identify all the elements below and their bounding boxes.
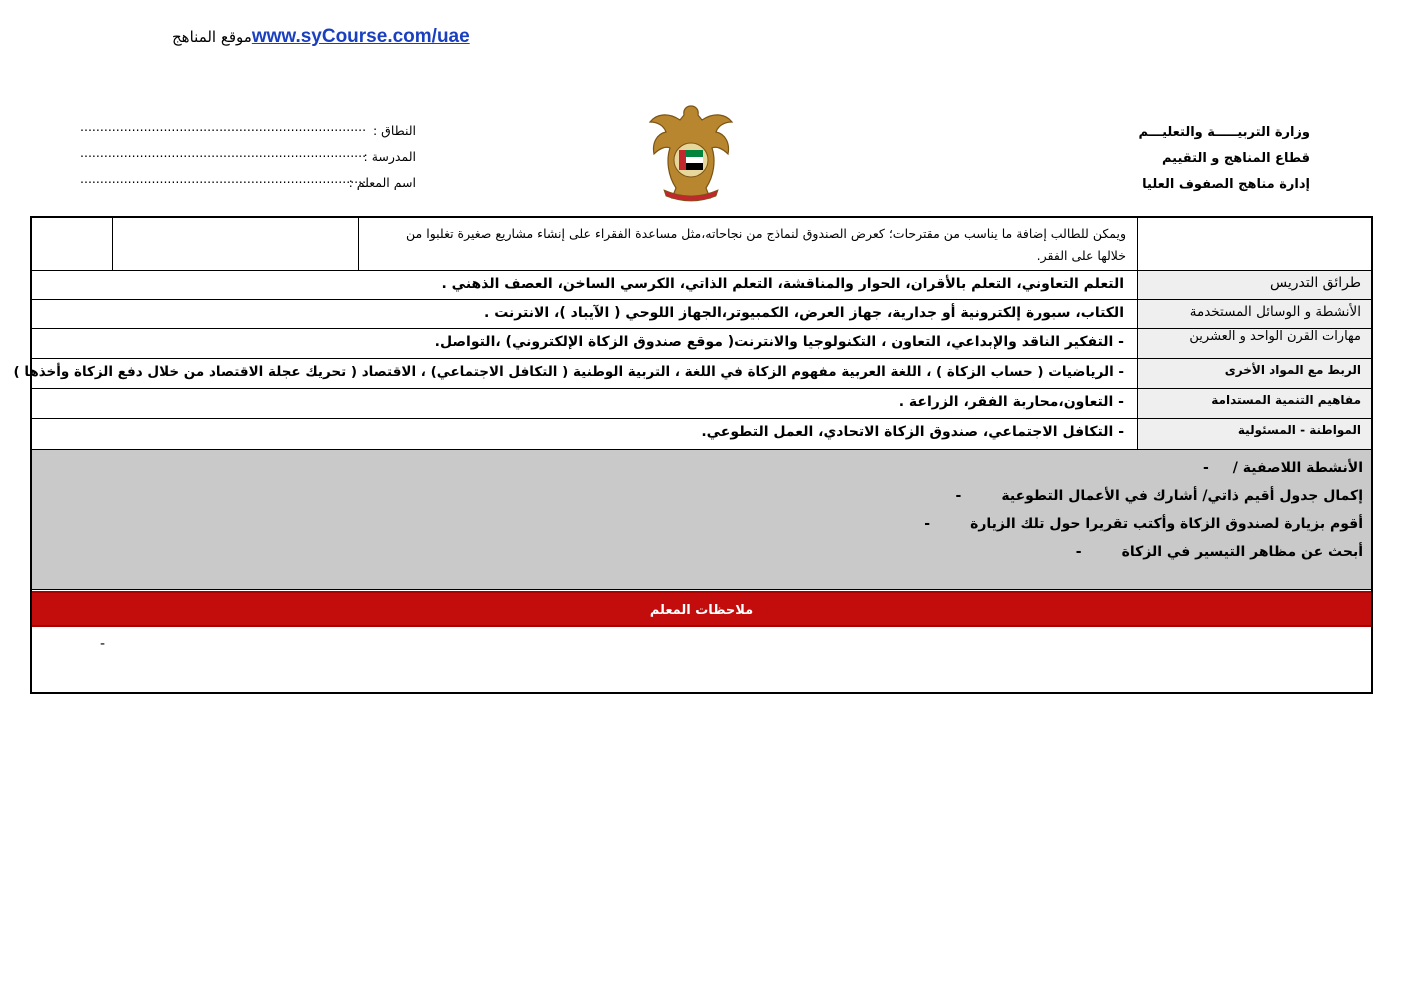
info-fields [80, 118, 420, 196]
table-row [32, 218, 1371, 271]
activities-title: الأنشطة اللاصفية /- [1202, 460, 1363, 476]
extracurricular-activities [32, 450, 1371, 590]
site-link-line [172, 26, 470, 48]
table-row [32, 389, 1371, 419]
ministry-line: وزارة التربيـــــة والتعليـــم [1138, 125, 1310, 140]
field-label: اسم المعلم : [348, 175, 416, 190]
empty-cell [112, 218, 359, 270]
field-teacher [80, 170, 420, 196]
lesson-plan-table [13, 216, 1373, 694]
teacher-notes-header: ملاحظات المعلم [32, 591, 1371, 627]
row-value: - الرياضيات ( حساب الزكاة ) ، اللغة العربية مفهوم الزكاة في اللغة ، التربية الوطنية ( التكافل الاجتماعي) ، الاقتصاد ( تحريك عجلة الاقتصاد من خلال دفع الزكاة وأخذها ) [13, 364, 1124, 380]
table-row [32, 271, 1371, 300]
uae-emblem-icon [646, 98, 736, 208]
row-value: - التعاون،محاربة الفقر، الزراعة . [898, 394, 1124, 410]
ministry-line: إدارة مناهج الصفوف العليا [1142, 177, 1310, 192]
ministry-line: قطاع المناهج و التقييم [1161, 151, 1310, 166]
field-dots: ........................................................................ [80, 171, 367, 186]
row-value: التعلم التعاوني، التعلم بالأقران، الحوار والمناقشة، التعلم الذاتي، الكرسي الساخن، العصف الذهني . [441, 276, 1124, 292]
field-dots: ........................................................................ [80, 119, 367, 134]
activities-title-text: الأنشطة اللاصفية / [1232, 460, 1363, 476]
row-label: الأنشطة و الوسائل المستخدمة [1137, 300, 1371, 328]
row-label: طرائق التدريس [1137, 271, 1371, 299]
row-label: مفاهيم التنمية المستدامة [1137, 389, 1371, 418]
suggestion-line: ويمكن للطالب إضافة ما يناسب من مقترحات؛ كعرض الصندوق لنماذج من نجاحاته،مثل مساعدة الفقراء على إنشاء مشاريع صغيرة تغلبوا من [406, 226, 1126, 241]
ministry-header [1139, 120, 1310, 198]
table-row [13, 359, 1371, 389]
field-dots: ........................................................................ [80, 145, 367, 160]
row-label: مهارات القرن الواحد و العشرين [1137, 329, 1371, 358]
site-label: موقع المناهج [172, 28, 252, 46]
activity-item: أبحث عن مظاهر التيسير في الزكاة- [1075, 544, 1363, 560]
field-label: المدرسة : [363, 149, 416, 164]
activity-item: أقوم بزيارة لصندوق الزكاة وأكتب تقريرا حول تلك الزيارة- [924, 516, 1363, 532]
activity-text: إكمال جدول أقيم ذاتي/ أشارك في الأعمال التطوعية [1001, 488, 1363, 504]
row-label: الربط مع المواد الأخرى [1137, 359, 1371, 388]
table-row [32, 300, 1371, 329]
field-label: النطاق : [373, 123, 416, 138]
row-value: - التكافل الاجتماعي، صندوق الزكاة الاتحادي، العمل التطوعي. [701, 424, 1124, 440]
suggestion-cell [358, 218, 1136, 270]
empty-cell [1137, 218, 1371, 270]
suggestion-line: خلالها على الفقر. [1036, 248, 1126, 263]
row-label: المواطنة - المسئولية [1137, 419, 1371, 449]
activity-item: إكمال جدول أقيم ذاتي/ أشارك في الأعمال التطوعية- [955, 488, 1363, 504]
activity-text: أقوم بزيارة لصندوق الزكاة وأكتب تقريرا حول تلك الزيارة [970, 516, 1363, 532]
notes-dash: - [100, 636, 106, 652]
site-url-link[interactable]: www.syCourse.com/uae [251, 26, 470, 47]
activity-text: أبحث عن مظاهر التيسير في الزكاة [1121, 544, 1363, 560]
row-value: الكتاب، سبورة إلكترونية أو جدارية، جهاز العرض، الكمبيوتر،الجهاز اللوحي ( الآيباد )، الانترنت . [484, 305, 1124, 321]
table-row [32, 419, 1371, 450]
row-value: - التفكير الناقد والإبداعي، التعاون ، التكنولوجيا والانترنت( موقع صندوق الزكاة الإلكتروني) ،التواصل. [434, 334, 1124, 350]
table-row [32, 329, 1371, 359]
